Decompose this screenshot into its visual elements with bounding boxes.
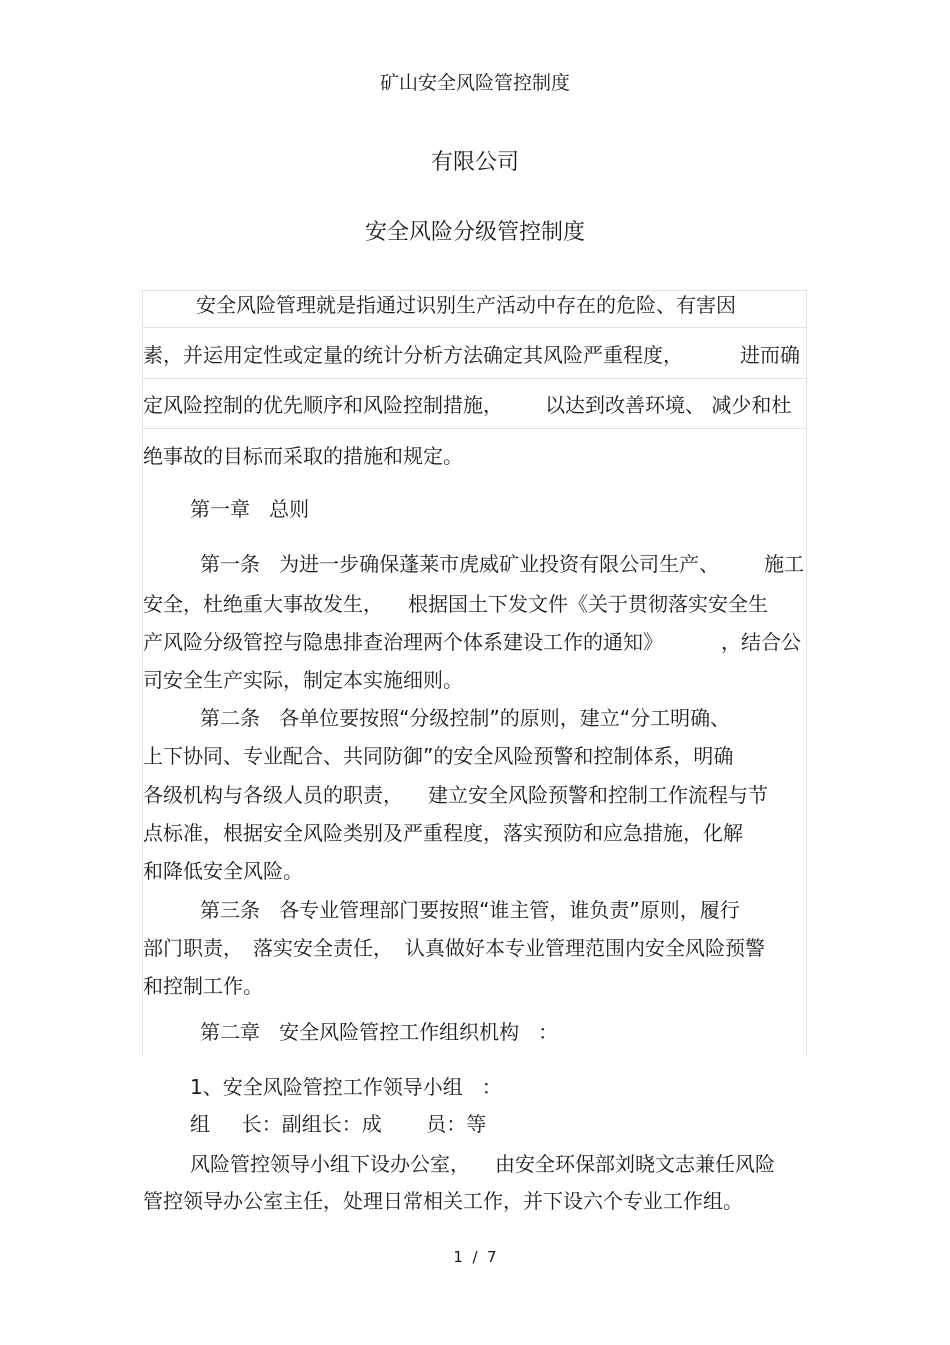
article-line: 部门职责， — [143, 936, 243, 960]
article-line: 上下协同、专业配合、共同防御”的安全风险预警和控制体系，明确 — [143, 744, 734, 768]
article-line: 施工 — [764, 552, 804, 576]
article-line: 安全，杜绝重大事故发生， — [143, 592, 383, 616]
table-rule — [142, 428, 807, 429]
group-roles: 组 长：副组长：成 员：等 — [190, 1112, 487, 1136]
article-line: 落实安全责任， — [253, 936, 393, 960]
chapter-heading: 第二章 安全风险管控工作组织机构 ： — [200, 1020, 559, 1044]
article-line: 认真做好本专业管理范围内安全风险预警 — [405, 936, 765, 960]
chapter-heading: 第一章 总则 — [190, 497, 310, 521]
table-rule — [142, 378, 807, 379]
office-line: 由安全环保部刘晓文志兼任风险 — [495, 1152, 775, 1176]
article-line: 第三条 各专业管理部门要按照“谁主管，谁负责”原则，履行 — [200, 898, 740, 922]
article-line: 和降低安全风险。 — [143, 859, 303, 883]
table-border-top — [142, 290, 807, 291]
intro-line: 定风险控制的优先顺序和风险控制措施， — [143, 393, 503, 417]
company-name: 有限公司 — [430, 150, 519, 175]
intro-line: 以达到改善环境、 减少和杜 — [545, 393, 792, 417]
article-line: 建立安全风险预警和控制工作流程与节 — [428, 783, 768, 807]
document-title: 安全风险分级管控制度 — [364, 220, 585, 245]
header-title: 矿山安全风险管控制度 — [379, 72, 570, 94]
table-rule — [142, 327, 807, 328]
article-line: 和控制工作。 — [143, 974, 263, 998]
article-line: 根据国土下发文件《关于贯彻落实安全生 — [408, 592, 768, 616]
article-line: 第一条 为进一步确保蓬莱市虎威矿业投资有限公司生产、 — [200, 552, 720, 576]
office-line: 风险管控领导小组下设办公室， — [190, 1152, 470, 1176]
page-number: 1 / 7 — [453, 1248, 497, 1266]
intro-line: 进而确 — [740, 343, 800, 367]
table-border-right — [806, 290, 807, 1057]
article-line: 各级机构与各级人员的职责， — [143, 783, 403, 807]
article-line: 点标准，根据安全风险类别及严重程度，落实预防和应急措施，化解 — [143, 821, 743, 845]
article-line: 第二条 各单位要按照“分级控制”的原则，建立“分工明确、 — [200, 706, 731, 730]
article-line: ，结合公 — [721, 630, 801, 654]
group-title: 1、安全风险管控工作领导小组 ： — [190, 1075, 502, 1099]
intro-line: 素，并运用定性或定量的统计分析方法确定其风险严重程度， — [143, 343, 683, 367]
article-line: 司安全生产实际，制定本实施细则。 — [143, 668, 463, 692]
intro-line: 安全风险管理就是指通过识别生产活动中存在的危险、有害因 — [196, 293, 736, 317]
intro-line: 绝事故的目标而采取的措施和规定。 — [143, 444, 463, 468]
office-line: 管控领导办公室主任，处理日常相关工作，并下设六个专业工作组。 — [143, 1189, 743, 1213]
article-line: 产风险分级管控与隐患排查治理两个体系建设工作的通知》 — [143, 630, 663, 654]
